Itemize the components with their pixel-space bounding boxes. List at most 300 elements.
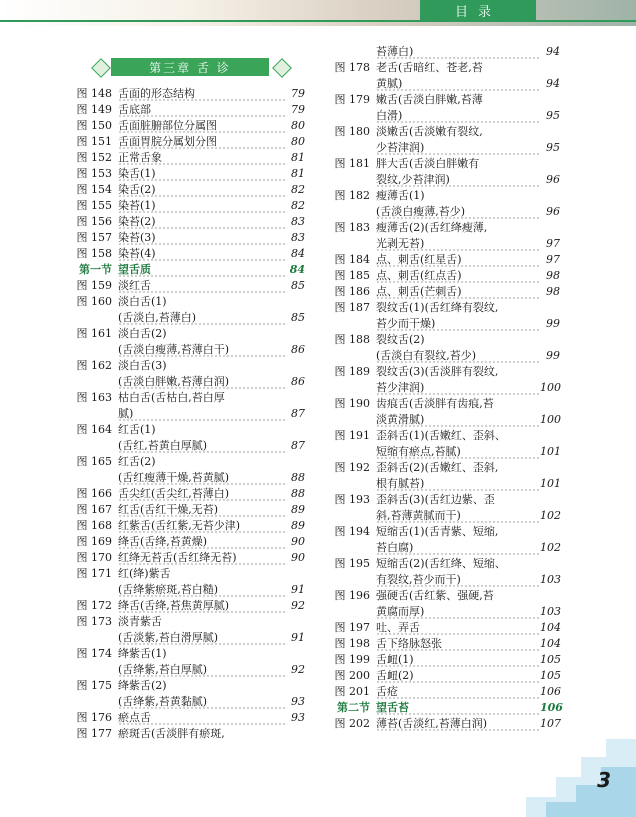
toc-entry-page: 82 xyxy=(291,199,305,212)
toc-entry-text: 齿痕舌(舌淡胖有齿痕,苔 xyxy=(376,397,494,410)
toc-entry-page: 96 xyxy=(546,205,560,218)
toc-entry-label xyxy=(328,76,376,92)
toc-entry-label xyxy=(70,438,118,454)
toc-entry-label: 图 170 xyxy=(76,551,112,564)
toc-entry xyxy=(70,534,305,550)
toc-entry-page: 97 xyxy=(546,253,560,266)
toc-entry-page: 87 xyxy=(291,407,305,420)
toc-entry-page xyxy=(540,220,560,236)
toc-entry-page: 82 xyxy=(291,183,305,196)
toc-entry-page: 83 xyxy=(291,215,305,228)
toc-entry xyxy=(328,556,560,572)
toc-entry-text: (舌淡紫,苔白滑厚腻) xyxy=(118,630,285,646)
toc-entry xyxy=(70,134,305,150)
toc-entry-label xyxy=(70,630,118,646)
toc-entry xyxy=(70,486,305,502)
toc-entry xyxy=(70,550,305,566)
toc-entry-page xyxy=(285,566,305,582)
toc-entry-text: 舌衄(2) xyxy=(376,668,540,684)
toc-entry-page xyxy=(540,428,560,444)
toc-entry-text: 染苔(1) xyxy=(118,198,285,214)
toc-entry-page: 90 xyxy=(291,551,305,564)
toc-entry xyxy=(328,348,560,364)
toc-entry-text: 瘦薄舌(1) xyxy=(376,189,425,202)
toc-entry-page: 86 xyxy=(291,343,305,356)
toc-entry-page: 99 xyxy=(546,317,560,330)
toc-entry-text: (舌淡白瘦薄,苔少) xyxy=(376,204,540,220)
toc-entry-page: 92 xyxy=(291,663,305,676)
toc-entry-text: 光剥无苔) xyxy=(376,236,540,252)
toc-entry-label: 图 191 xyxy=(334,429,370,442)
toc-entry-label: 图 186 xyxy=(334,285,370,298)
toc-entry-page: 92 xyxy=(291,599,305,612)
toc-entry xyxy=(328,268,560,284)
toc-entry xyxy=(328,588,560,604)
toc-entry xyxy=(328,492,560,508)
toc-entry-label: 第一节 xyxy=(79,263,112,276)
toc-entry-page: 106 xyxy=(540,701,563,714)
toc-entry xyxy=(328,412,560,428)
toc-entry-label: 图 155 xyxy=(76,199,112,212)
toc-entry xyxy=(70,406,305,422)
toc-left-column xyxy=(70,86,305,742)
toc-entry-label: 图 182 xyxy=(334,189,370,202)
toc-entry-label xyxy=(328,44,376,60)
toc-entry-label: 图 183 xyxy=(334,221,370,234)
toc-entry-label: 图 168 xyxy=(76,519,112,532)
toc-entry-page xyxy=(540,332,560,348)
toc-entry-page: 86 xyxy=(291,375,305,388)
toc-entry xyxy=(70,310,305,326)
toc-entry-text: 老舌(舌暗红、苍老,苔 xyxy=(376,61,483,74)
toc-entry-page: 95 xyxy=(546,141,560,154)
toc-entry-page: 79 xyxy=(291,103,305,116)
toc-entry-label xyxy=(328,380,376,396)
toc-entry-label: 图 159 xyxy=(76,279,112,292)
toc-entry-text: 红(绛)紫舌 xyxy=(118,567,171,580)
toc-entry-page: 98 xyxy=(546,285,560,298)
toc-entry-page xyxy=(285,678,305,694)
toc-entry-text: 染苔(2) xyxy=(118,214,285,230)
toc-entry-text: (舌淡白瘦薄,苔薄白干) xyxy=(118,342,285,358)
toc-entry-page: 95 xyxy=(546,109,560,122)
toc-entry xyxy=(70,102,305,118)
toc-entry-text: 舌下络脉怒张 xyxy=(376,636,540,652)
toc-entry xyxy=(70,598,305,614)
toc-entry-page xyxy=(285,726,305,742)
toc-entry-page: 102 xyxy=(540,509,561,522)
toc-entry-text: (舌淡白,苔薄白) xyxy=(118,310,285,326)
toc-entry-label: 图 176 xyxy=(76,711,112,724)
toc-entry xyxy=(328,652,560,668)
toc-entry xyxy=(70,454,305,470)
toc-entry xyxy=(328,668,560,684)
toc-entry xyxy=(328,204,560,220)
toc-entry-text: (舌红,苔黄白厚腻) xyxy=(118,438,285,454)
toc-entry-label: 图 148 xyxy=(76,87,112,100)
toc-entry-label: 图 175 xyxy=(76,679,112,692)
toc-entry-page xyxy=(540,492,560,508)
toc-entry-text: 黄腻) xyxy=(376,76,540,92)
toc-entry-page: 96 xyxy=(546,173,560,186)
toc-entry-label: 第二节 xyxy=(337,701,370,714)
toc-entry xyxy=(328,300,560,316)
toc-entry-text: 短缩舌(2)(舌红绛、短缩、 xyxy=(376,557,506,570)
toc-entry-label: 图 193 xyxy=(334,493,370,506)
toc-entry xyxy=(328,284,560,300)
toc-entry xyxy=(70,662,305,678)
toc-entry-text: 淡白舌(3) xyxy=(118,359,167,372)
toc-entry xyxy=(70,246,305,262)
toc-entry-text: 裂纹,少苔津润) xyxy=(376,172,540,188)
toc-entry xyxy=(70,614,305,630)
toc-entry-text: 根有腻苔) xyxy=(376,476,540,492)
toc-entry-label: 图 164 xyxy=(76,423,112,436)
ornament-right-icon xyxy=(272,58,292,78)
toc-entry xyxy=(70,342,305,358)
toc-entry xyxy=(328,396,560,412)
toc-entry-label: 图 192 xyxy=(334,461,370,474)
toc-entry-page xyxy=(540,124,560,140)
toc-entry-page: 106 xyxy=(540,685,561,698)
toc-entry xyxy=(70,566,305,582)
toc-entry-text: 舌疮 xyxy=(376,684,540,700)
toc-entry-text: 胖大舌(舌淡白胖嫩有 xyxy=(376,157,480,170)
toc-entry-page: 93 xyxy=(291,711,305,724)
toc-entry-label: 图 179 xyxy=(334,93,370,106)
toc-entry-page xyxy=(285,454,305,470)
toc-entry-page xyxy=(285,390,305,406)
toc-entry xyxy=(328,332,560,348)
toc-entry-label xyxy=(328,204,376,220)
toc-entry xyxy=(328,140,560,156)
toc-entry-page: 81 xyxy=(291,167,305,180)
toc-entry-text: 强硬舌(舌红紫、强硬,苔 xyxy=(376,589,494,602)
toc-entry-page: 94 xyxy=(546,77,560,90)
toc-entry xyxy=(70,358,305,374)
toc-entry-page xyxy=(540,396,560,412)
toc-entry-label xyxy=(328,316,376,332)
toc-entry-page: 93 xyxy=(291,695,305,708)
toc-entry xyxy=(328,92,560,108)
toc-entry xyxy=(328,604,560,620)
toc-entry-text: 舌底部 xyxy=(118,102,285,118)
toc-entry-page: 104 xyxy=(540,637,561,650)
toc-entry-label: 图 166 xyxy=(76,487,112,500)
toc-entry xyxy=(328,364,560,380)
toc-entry-text: 舌面胃脘分属划分图 xyxy=(118,134,285,150)
toc-entry-text: 淡黄滑腻) xyxy=(376,412,540,428)
toc-entry-label: 图 185 xyxy=(334,269,370,282)
toc-entry-label: 图 160 xyxy=(76,295,112,308)
toc-entry-text: 短缩有瘀点,苔腻) xyxy=(376,444,540,460)
toc-entry xyxy=(328,636,560,652)
toc-entry xyxy=(70,326,305,342)
toc-entry-text: 舌尖红(舌尖红,苔薄白) xyxy=(118,486,285,502)
toc-entry-page: 102 xyxy=(540,541,561,554)
toc-entry-label xyxy=(328,540,376,556)
toc-entry xyxy=(328,44,560,60)
toc-entry-text: 染苔(3) xyxy=(118,230,285,246)
toc-entry xyxy=(328,428,560,444)
toc-entry-text: 吐、弄舌 xyxy=(376,620,540,636)
toc-entry-label: 图 200 xyxy=(334,669,370,682)
toc-entry xyxy=(70,470,305,486)
toc-entry-label: 图 172 xyxy=(76,599,112,612)
toc-entry-page: 99 xyxy=(546,349,560,362)
toc-entry-page xyxy=(285,358,305,374)
toc-entry-label: 图 188 xyxy=(334,333,370,346)
toc-entry-label xyxy=(328,236,376,252)
toc-entry-page: 97 xyxy=(546,237,560,250)
toc-entry xyxy=(328,316,560,332)
toc-entry-text: 点、刺舌(红点舌) xyxy=(376,268,540,284)
toc-entry-text: 红绛无苔舌(舌红绛无苔) xyxy=(118,550,285,566)
toc-entry-page xyxy=(540,188,560,204)
toc-entry-page: 80 xyxy=(291,135,305,148)
toc-entry-text: 有裂纹,苔少而干) xyxy=(376,572,540,588)
toc-entry-text: 染苔(4) xyxy=(118,246,285,262)
toc-entry-text: 斜,苔薄黄腻而干) xyxy=(376,508,540,524)
toc-entry-label: 图 167 xyxy=(76,503,112,516)
toc-entry-label: 图 190 xyxy=(334,397,370,410)
toc-entry-text: 枯白舌(舌枯白,苔白厚 xyxy=(118,391,225,404)
toc-entry-page: 90 xyxy=(291,535,305,548)
toc-entry-page: 100 xyxy=(540,381,561,394)
toc-entry-label xyxy=(70,582,118,598)
toc-entry-label: 图 174 xyxy=(76,647,112,660)
toc-entry-text: 苔少而干燥) xyxy=(376,316,540,332)
toc-entry-page: 103 xyxy=(540,573,561,586)
toc-entry-page: 89 xyxy=(291,519,305,532)
decorative-steps-icon xyxy=(526,727,636,817)
toc-entry-label: 图 180 xyxy=(334,125,370,138)
toc-entry-text: 歪斜舌(2)(舌嫩红、歪斜, xyxy=(376,461,499,474)
toc-entry-label: 图 189 xyxy=(334,365,370,378)
toc-entry-page xyxy=(540,556,560,572)
toc-entry xyxy=(328,380,560,396)
toc-entry xyxy=(70,294,305,310)
toc-entry xyxy=(70,678,305,694)
toc-entry xyxy=(70,166,305,182)
toc-entry-page: 83 xyxy=(291,231,305,244)
toc-entry-label xyxy=(70,342,118,358)
toc-entry xyxy=(70,230,305,246)
toc-entry-page: 85 xyxy=(291,311,305,324)
toc-entry-page: 107 xyxy=(540,717,561,730)
toc-entry-page: 94 xyxy=(546,45,560,58)
toc-entry xyxy=(70,438,305,454)
toc-entry-label: 图 151 xyxy=(76,135,112,148)
toc-entry-label: 图 181 xyxy=(334,157,370,170)
toc-entry-text: 歪斜舌(1)(舌嫩红、歪斜、 xyxy=(376,429,506,442)
toc-entry-text: 淡嫩舌(舌淡嫩有裂纹, xyxy=(376,125,483,138)
toc-entry-label xyxy=(328,476,376,492)
toc-entry-label: 图 153 xyxy=(76,167,112,180)
toc-entry-text: 红舌(1) xyxy=(118,423,156,436)
toc-entry-page: 79 xyxy=(291,87,305,100)
toc-entry-label: 图 163 xyxy=(76,391,112,404)
toc-entry-label: 图 197 xyxy=(334,621,370,634)
toc-entry-text: 苔少津润) xyxy=(376,380,540,396)
toc-entry-label: 图 178 xyxy=(334,61,370,74)
toc-entry xyxy=(70,198,305,214)
toc-entry-text: 黄腐而厚) xyxy=(376,604,540,620)
toc-entry xyxy=(70,518,305,534)
toc-entry-text: 染舌(2) xyxy=(118,182,285,198)
toc-entry-text: 绛紫舌(2) xyxy=(118,679,167,692)
toc-entry-label xyxy=(328,508,376,524)
toc-entry-text: 淡青紫舌 xyxy=(118,615,162,628)
toc-entry xyxy=(328,572,560,588)
toc-entry-page xyxy=(540,92,560,108)
toc-entry-label: 图 152 xyxy=(76,151,112,164)
toc-entry xyxy=(328,476,560,492)
toc-entry-label: 图 196 xyxy=(334,589,370,602)
toc-entry-page: 80 xyxy=(291,119,305,132)
toc-entry-text: 红紫舌(舌红紫,无苔少津) xyxy=(118,518,285,534)
toc-entry-label: 图 171 xyxy=(76,567,112,580)
toc-entry-label xyxy=(70,662,118,678)
toc-entry-page xyxy=(540,588,560,604)
toc-entry-text: 淡红舌 xyxy=(118,278,285,294)
header-title: 目录 xyxy=(420,0,536,20)
toc-entry-page xyxy=(540,156,560,172)
toc-entry-page: 105 xyxy=(540,653,561,666)
toc-entry-page: 88 xyxy=(291,471,305,484)
toc-entry-text: 淡白舌(1) xyxy=(118,295,167,308)
toc-entry xyxy=(70,502,305,518)
toc-entry-text: 少苔津润) xyxy=(376,140,540,156)
toc-entry-label xyxy=(328,412,376,428)
header-rule xyxy=(0,20,636,22)
chapter-title: 第三章 舌 诊 xyxy=(111,58,269,76)
toc-entry-text: 瘀点舌 xyxy=(118,710,285,726)
toc-entry-page: 103 xyxy=(540,605,561,618)
toc-entry-page xyxy=(285,614,305,630)
toc-entry-page: 88 xyxy=(291,487,305,500)
toc-entry xyxy=(70,390,305,406)
toc-entry-label: 图 194 xyxy=(334,525,370,538)
toc-entry xyxy=(328,460,560,476)
toc-entry-page: 87 xyxy=(291,439,305,452)
toc-entry-label xyxy=(328,572,376,588)
toc-entry xyxy=(328,684,560,700)
toc-entry-text: 绛紫舌(1) xyxy=(118,647,167,660)
toc-entry xyxy=(328,108,560,124)
toc-entry-text: (舌绛紫,苔白厚腻) xyxy=(118,662,285,678)
toc-entry-label xyxy=(328,604,376,620)
toc-entry-label: 图 165 xyxy=(76,455,112,468)
toc-entry-text: 短缩舌(1)(舌青紫、短缩, xyxy=(376,525,499,538)
toc-entry xyxy=(328,172,560,188)
toc-entry-label xyxy=(328,108,376,124)
toc-entry-label xyxy=(328,348,376,364)
toc-section-heading xyxy=(328,700,563,716)
toc-entry-page: 101 xyxy=(540,477,561,490)
toc-entry-text: 望舌质 xyxy=(118,262,285,278)
toc-entry-page: 91 xyxy=(291,583,305,596)
toc-entry xyxy=(328,236,560,252)
toc-entry-label: 图 202 xyxy=(334,717,370,730)
toc-entry xyxy=(328,188,560,204)
toc-entry xyxy=(328,156,560,172)
toc-entry-text: (舌绛紫瘀斑,苔白糙) xyxy=(118,582,285,598)
toc-entry-page xyxy=(285,646,305,662)
toc-entry xyxy=(328,60,560,76)
toc-entry-label: 图 157 xyxy=(76,231,112,244)
toc-entry-page xyxy=(285,326,305,342)
toc-entry-page: 98 xyxy=(546,269,560,282)
toc-entry-label: 图 187 xyxy=(334,301,370,314)
toc-entry-page: 101 xyxy=(540,445,561,458)
toc-entry-text: 红舌(舌红干燥,无苔) xyxy=(118,502,285,518)
toc-entry-text: (舌绛紫,苔黄黏腻) xyxy=(118,694,285,710)
toc-entry-label: 图 149 xyxy=(76,103,112,116)
toc-entry-label xyxy=(328,444,376,460)
toc-entry-label: 图 201 xyxy=(334,685,370,698)
toc-section-heading xyxy=(70,262,305,278)
toc-entry xyxy=(328,252,560,268)
toc-entry-label xyxy=(70,470,118,486)
toc-entry xyxy=(70,646,305,662)
toc-entry-text: 腻) xyxy=(118,406,285,422)
toc-entry-label xyxy=(70,406,118,422)
toc-entry-text: 舌衄(1) xyxy=(376,652,540,668)
toc-entry-text: (舌淡白有裂纹,苔少) xyxy=(376,348,540,364)
toc-entry-label: 图 154 xyxy=(76,183,112,196)
toc-entry-label: 图 150 xyxy=(76,119,112,132)
toc-entry xyxy=(70,630,305,646)
toc-entry-text: 薄苔(舌淡红,苔薄白润) xyxy=(376,716,540,732)
toc-entry-text: 正常舌象 xyxy=(118,150,285,166)
toc-entry-label xyxy=(70,694,118,710)
toc-entry-page xyxy=(540,300,560,316)
toc-entry-text: 绛舌(舌绛,苔焦黄厚腻) xyxy=(118,598,285,614)
toc-entry xyxy=(328,76,560,92)
toc-entry xyxy=(70,278,305,294)
toc-entry-text: 望舌苔 xyxy=(376,700,540,716)
toc-entry xyxy=(70,710,305,726)
toc-entry-label: 图 184 xyxy=(334,253,370,266)
toc-entry-text: 瘦薄舌(2)(舌红绛瘦薄, xyxy=(376,221,488,234)
toc-entry xyxy=(70,118,305,134)
toc-entry-page: 85 xyxy=(291,279,305,292)
toc-entry-label: 图 161 xyxy=(76,327,112,340)
toc-entry-text: (舌红瘦薄干燥,苔黄腻) xyxy=(118,470,285,486)
toc-entry-page: 89 xyxy=(291,503,305,516)
toc-entry xyxy=(70,150,305,166)
toc-right-column xyxy=(328,44,563,732)
toc-entry xyxy=(328,524,560,540)
toc-entry-page xyxy=(540,524,560,540)
toc-entry-text: 苔薄白) xyxy=(376,44,540,60)
toc-entry-page: 84 xyxy=(289,263,305,276)
toc-entry xyxy=(328,620,560,636)
toc-entry xyxy=(70,86,305,102)
ornament-left-icon xyxy=(91,58,111,78)
toc-entry-page: 100 xyxy=(540,413,561,426)
toc-entry-text: 舌面的形态结构 xyxy=(118,86,285,102)
toc-entry-label: 图 199 xyxy=(334,653,370,666)
toc-entry-label: 图 177 xyxy=(76,727,112,740)
toc-entry xyxy=(70,374,305,390)
toc-entry-label xyxy=(70,374,118,390)
toc-entry-label: 图 162 xyxy=(76,359,112,372)
toc-entry-page xyxy=(285,422,305,438)
toc-entry-label xyxy=(70,310,118,326)
toc-entry-text: 点、刺舌(红星舌) xyxy=(376,252,540,268)
